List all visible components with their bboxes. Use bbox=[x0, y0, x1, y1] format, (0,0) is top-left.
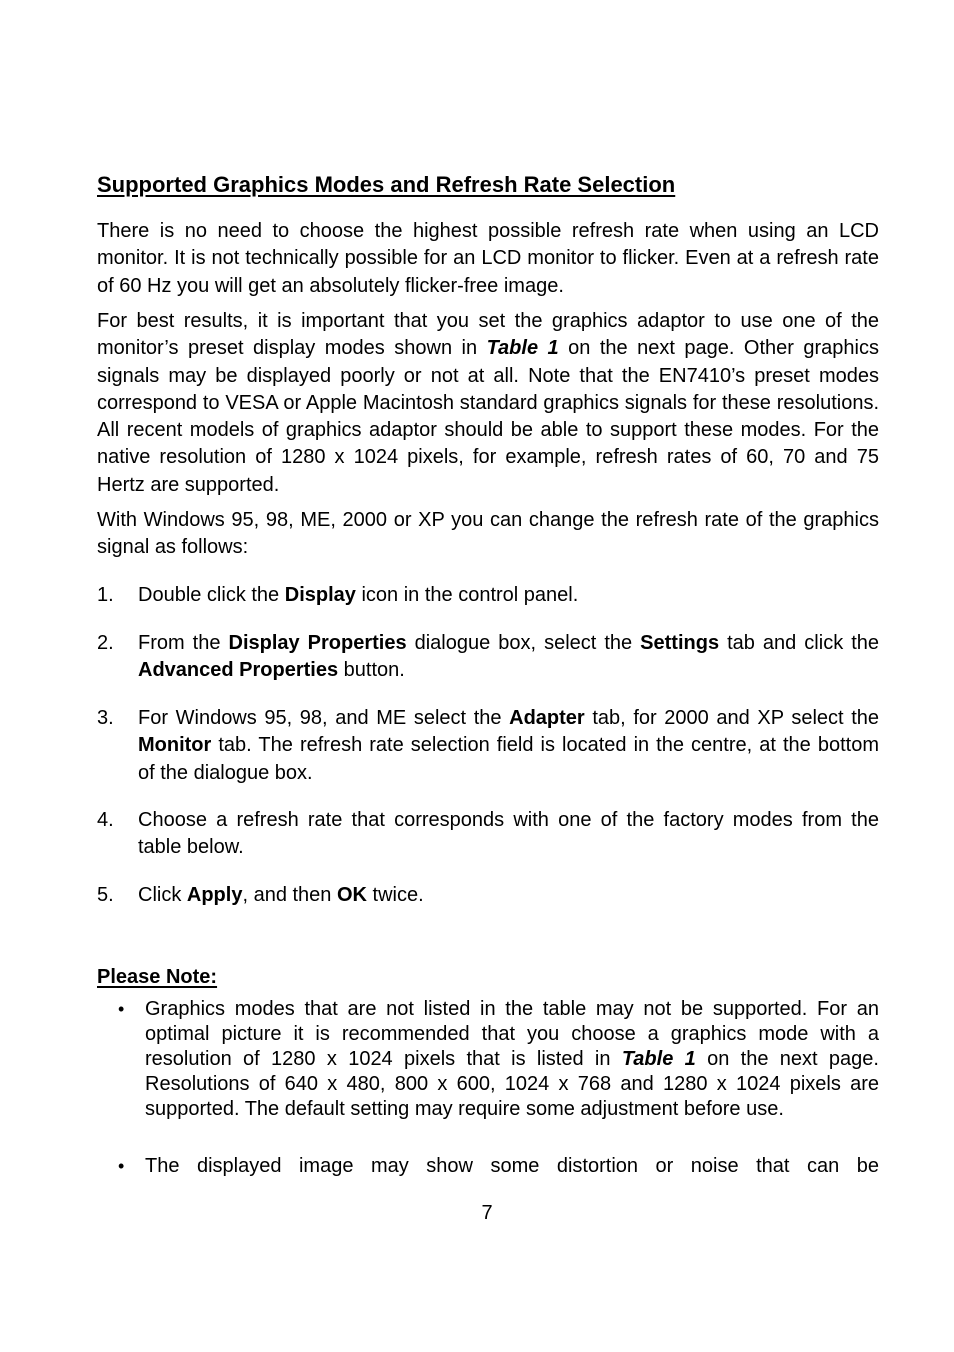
note-text: The displayed image may show some distortion or noise that can be bbox=[145, 1155, 879, 1177]
paragraph-preset-modes-text-2: on the next page. Other graphics signals may be displayed poorly or not at all. Note that the EN7410’s preset modes correspond to VESA or Apple Macintosh standard graphics signals for these resolutions. All recent models of graphics adaptor should be able to support these modes. For the native resolution of 1280 x 1024 pixels, for example, refresh rates of 60, 70 and 75 Hertz are supported. bbox=[97, 337, 879, 496]
step-number: 3. bbox=[97, 707, 114, 729]
paragraph-preset-modes-text-1: For best results, it is important that you set the graphics adaptor to use one of the monitor’s preset display modes shown in bbox=[97, 310, 879, 360]
step-number: 4. bbox=[97, 809, 114, 831]
step-text: From the Display Properties dialogue box, select the Settings tab and click the Advanced Properties button. bbox=[138, 632, 880, 682]
note-text: Graphics modes that are not listed in the table may not be supported. For an optimal picture it is recommended that you choose a graphics mode with a resolution of 1280 x 1024 pixels that is listed in Table 1 on the next page. Resolutions of 640 x 480, 800 x 600, 1024 x 768 and 1280 x 1024 pixels are supported. The default setting may require some adjustment before use. bbox=[145, 998, 879, 1120]
step-number: 1. bbox=[97, 584, 114, 606]
bullet-icon: • bbox=[118, 1156, 125, 1176]
table-reference: Table 1 bbox=[486, 337, 559, 360]
page-number: 7 bbox=[481, 1202, 493, 1224]
note-heading: Please Note: bbox=[97, 966, 218, 988]
step-number: 2. bbox=[97, 632, 114, 654]
step-number: 5. bbox=[97, 884, 114, 906]
paragraph-windows-intro: With Windows 95, 98, ME, 2000 or XP you can change the refresh rate of the graphics signal as follows: bbox=[97, 509, 879, 559]
paragraph-lcd-refresh: There is no need to choose the highest possible refresh rate when using an LCD monitor. It is not technically possible for an LCD monitor to flicker. Even at a refresh rate of 60 Hz you will get an absolutely flicker-free image. bbox=[97, 220, 879, 297]
bullet-icon: • bbox=[118, 999, 125, 1019]
step-text: Choose a refresh rate that corresponds with one of the factory modes from the table below. bbox=[138, 809, 879, 859]
section-heading: Supported Graphics Modes and Refresh Rate Selection bbox=[97, 172, 676, 197]
step-text: Click Apply, and then OK twice. bbox=[138, 884, 424, 906]
table-reference: Table 1 bbox=[621, 1048, 696, 1070]
paragraph-preset-modes bbox=[97, 308, 879, 499]
step-text: Double click the Display icon in the control panel. bbox=[138, 584, 579, 606]
step-text: For Windows 95, 98, and ME select the Adapter tab, for 2000 and XP select the Monitor tab. The refresh rate selection field is located in the centre, at the bottom of the dialogue box. bbox=[138, 707, 880, 784]
